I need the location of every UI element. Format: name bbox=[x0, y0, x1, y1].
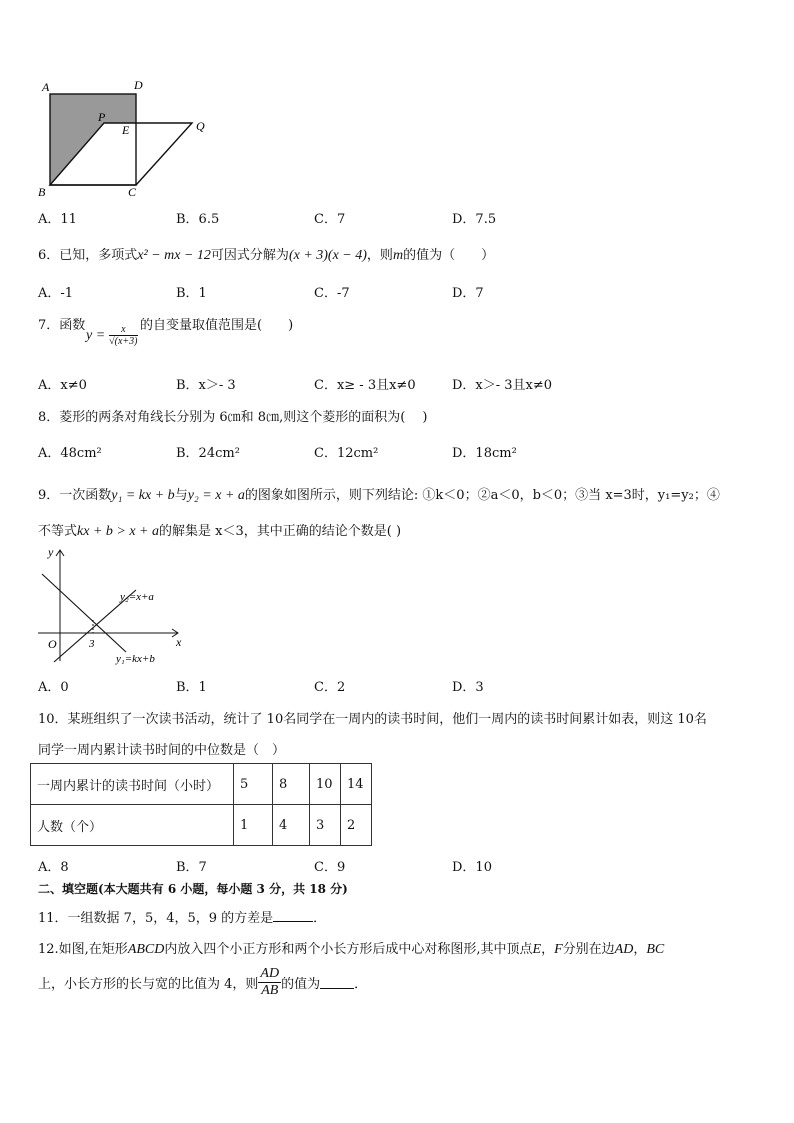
q10-option-b[interactable]: B．7 bbox=[176, 860, 207, 875]
y-label: y bbox=[48, 545, 54, 559]
q10-table bbox=[30, 763, 372, 846]
table-cell: 3 bbox=[310, 805, 341, 846]
q9-line2 bbox=[38, 520, 401, 540]
q9-line1-c: 的图象如图所示，则下列结论: ①k＜0；②a＜0，b＜0；③当 x=3时，y₁=y₂；④ bbox=[244, 488, 720, 503]
q8-option-c[interactable]: C．12cm² bbox=[314, 446, 379, 461]
q5-option-d[interactable]: D．7.5 bbox=[452, 212, 497, 227]
q10-option-a[interactable]: A．8 bbox=[38, 860, 69, 875]
q12-line1-a: 12.如图,在矩形 bbox=[38, 942, 128, 957]
q6-mid: 可因式分解为 bbox=[210, 248, 289, 263]
q6-option-c[interactable]: C．-7 bbox=[314, 286, 350, 301]
q11-stem bbox=[38, 907, 326, 926]
label-c: C bbox=[128, 185, 137, 199]
table-cell: 4 bbox=[273, 805, 310, 846]
q10-line2: 同学一周内累计读书时间的中位数是（ ） bbox=[38, 743, 286, 758]
q12-line1 bbox=[38, 938, 664, 958]
q7-option-c[interactable]: C．x≥ - 3且x≠0 bbox=[314, 378, 416, 393]
q6-suffix: ，则 bbox=[366, 248, 393, 263]
q11-end: ． bbox=[313, 911, 327, 926]
q6-polynomial: x² − mx − 12 bbox=[137, 248, 211, 263]
label-e: E bbox=[122, 123, 130, 137]
q12-line2-b: 的值为 bbox=[281, 977, 321, 992]
q6-stem bbox=[38, 244, 494, 264]
y2-label: y₂=x+a bbox=[120, 591, 154, 603]
shaded-region bbox=[50, 94, 136, 185]
q12-sep1: ， bbox=[541, 942, 555, 957]
q12-frac-num: AD bbox=[260, 966, 280, 981]
label-b: B bbox=[38, 185, 46, 199]
q8-stem: 8．菱形的两条对角线长分别为 6㎝和 8㎝,则这个菱形的面积为( ) bbox=[38, 410, 428, 425]
q11-answer-blank[interactable] bbox=[273, 909, 313, 922]
q5-figure bbox=[34, 76, 224, 201]
label-p: P bbox=[98, 110, 106, 124]
q7-func-lhs: y = bbox=[86, 327, 106, 343]
q10-option-d[interactable]: D．10 bbox=[452, 860, 492, 875]
label-q: Q bbox=[196, 119, 205, 133]
q9-eq2: y₂ = x + a bbox=[187, 488, 245, 503]
q9-option-d[interactable]: D．3 bbox=[452, 680, 484, 695]
q7-function bbox=[86, 324, 138, 347]
q9-eq1: y₁ = kx + b bbox=[111, 488, 175, 503]
q12-ad: AD bbox=[614, 942, 634, 957]
origin-label: O bbox=[48, 637, 57, 651]
q12-answer-blank[interactable] bbox=[320, 976, 354, 989]
q12-line1-c: 分别在边 bbox=[562, 942, 615, 957]
row2-header: 人数（个） bbox=[31, 805, 234, 846]
q9-line1-a: 9．一次函数 bbox=[38, 488, 112, 503]
q12-end: ． bbox=[354, 977, 368, 992]
q7-func-num: x bbox=[109, 324, 137, 336]
table-cell: 10 bbox=[310, 764, 341, 805]
table-cell: 2 bbox=[341, 805, 372, 846]
q6-option-d[interactable]: D．7 bbox=[452, 286, 484, 301]
q5-option-c[interactable]: C．7 bbox=[314, 212, 346, 227]
q10-option-c[interactable]: C．9 bbox=[314, 860, 346, 875]
row1-header: 一周内累计的读书时间（小时） bbox=[31, 764, 234, 805]
table-row bbox=[31, 805, 372, 846]
section-2-title: 二、填空题(本大题共有 6 小题，每小题 3 分，共 18 分) bbox=[38, 882, 348, 896]
q12-frac-den: AB bbox=[261, 983, 279, 998]
q9-option-c[interactable]: C．2 bbox=[314, 680, 346, 695]
table-cell: 5 bbox=[234, 764, 273, 805]
q12-rect: ABCD bbox=[127, 942, 165, 957]
q7-option-b[interactable]: B．x＞- 3 bbox=[176, 378, 236, 393]
table-cell: 14 bbox=[341, 764, 372, 805]
q8-option-b[interactable]: B．24cm² bbox=[176, 446, 240, 461]
q12-f: F bbox=[554, 942, 563, 957]
label-d: D bbox=[134, 78, 143, 92]
q9-option-b[interactable]: B．1 bbox=[176, 680, 207, 695]
q7-fraction bbox=[109, 324, 137, 347]
q12-fraction bbox=[258, 966, 281, 999]
q7-func-den: √(x+3) bbox=[109, 336, 138, 347]
x-label: x bbox=[176, 635, 182, 649]
tick-3-label: 3 bbox=[89, 638, 95, 650]
q7-option-a[interactable]: A．x≠0 bbox=[38, 378, 87, 393]
q6-factors: (x + 3)(x − 4) bbox=[288, 248, 367, 263]
q10-line1: 10．某班组织了一次读书活动，统计了 10名同学在一周内的读书时间，他们一周内的读书时间累计如表，则这 10名 bbox=[38, 712, 707, 727]
label-a: A bbox=[42, 80, 50, 94]
q12-line2 bbox=[38, 966, 367, 999]
q7-suffix: 的自变量取值范围是( ) bbox=[140, 318, 294, 333]
q6-end: 的值为（ ） bbox=[403, 248, 495, 263]
q5-option-a[interactable]: A．11 bbox=[38, 212, 77, 227]
table-cell: 8 bbox=[273, 764, 310, 805]
q9-line2-a: 不等式 bbox=[38, 524, 78, 539]
table-cell: 1 bbox=[234, 805, 273, 846]
q7-option-d[interactable]: D．x＞- 3且x≠0 bbox=[452, 378, 553, 393]
q12-sep2: ， bbox=[633, 942, 647, 957]
q12-bc: BC bbox=[646, 942, 665, 957]
q8-option-d[interactable]: D．18cm² bbox=[452, 446, 517, 461]
q8-option-a[interactable]: A．48cm² bbox=[38, 446, 102, 461]
q6-option-a[interactable]: A．-1 bbox=[38, 286, 74, 301]
q9-line1 bbox=[38, 484, 720, 504]
q7-prefix: 7．函数 bbox=[38, 318, 86, 333]
q5-option-b[interactable]: B．6.5 bbox=[176, 212, 220, 227]
y1-label: y₁=kx+b bbox=[116, 653, 155, 665]
q12-line1-b: 内放入四个小正方形和两个小长方形后成中心对称图形,其中顶点 bbox=[164, 942, 533, 957]
q12-line2-a: 上，小长方形的长与宽的比值为 4，则 bbox=[38, 977, 259, 992]
q9-inequality: kx + b > x + a bbox=[77, 524, 159, 539]
table-row bbox=[31, 764, 372, 805]
q6-prefix: 6．已知，多项式 bbox=[38, 248, 138, 263]
q9-line2-b: 的解集是 x＜3，其中正确的结论个数是( ) bbox=[159, 524, 402, 539]
q11-text: 11．一组数据 7，5，4，5，9 的方差是 bbox=[38, 911, 274, 926]
q6-option-b[interactable]: B．1 bbox=[176, 286, 207, 301]
q9-option-a[interactable]: A．0 bbox=[38, 680, 69, 695]
q9-graph bbox=[36, 544, 196, 669]
q12-e: E bbox=[532, 942, 542, 957]
q9-line1-b: 与 bbox=[174, 488, 188, 503]
q6-var: m bbox=[392, 248, 404, 263]
